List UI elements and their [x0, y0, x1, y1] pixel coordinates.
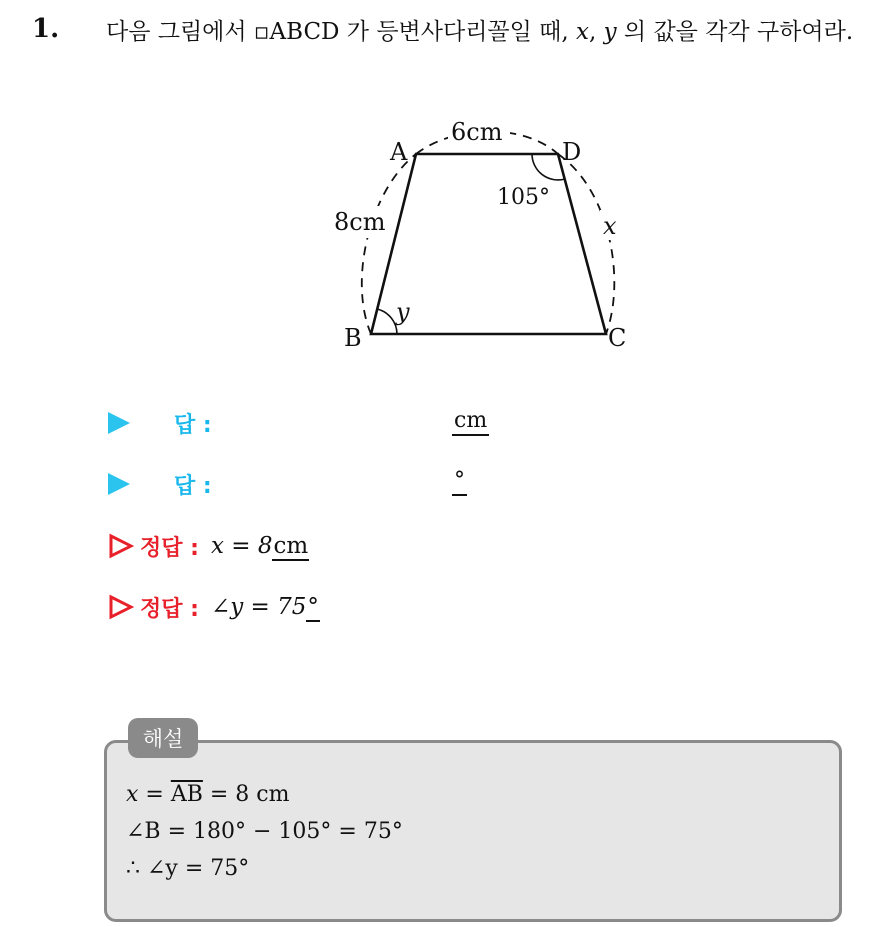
- solution-line-1-pre: x =: [126, 782, 171, 807]
- right-x-label: x: [603, 212, 617, 240]
- correct-unit: cm: [273, 533, 309, 559]
- trapezoid-figure: [0, 0, 884, 400]
- answer-label: 답 :: [174, 474, 212, 499]
- top-length-label: 6cm: [451, 118, 503, 146]
- answer-label: 답 :: [174, 413, 212, 438]
- vertex-d-label: D: [562, 138, 582, 166]
- angle-b-arc: [377, 309, 397, 334]
- vertex-a-label: A: [390, 138, 408, 166]
- question-text-before: 다음 그림에서 ▫ABCD 가 등변사다리꼴일 때,: [106, 19, 577, 45]
- solution-line-2: ∠B = 180° − 105° = 75°: [126, 819, 403, 844]
- answer-blank-1[interactable]: cm: [452, 408, 489, 436]
- answer-blank-2[interactable]: °: [452, 468, 467, 496]
- solution-tab: 해설: [128, 718, 198, 758]
- question-number: 1.: [32, 14, 60, 44]
- question-text-after: 의 값을 각각 구하여라.: [616, 19, 854, 45]
- left-length-label: 8cm: [334, 208, 386, 236]
- correct-unit: °: [307, 594, 319, 620]
- correct-value: [211, 594, 320, 620]
- question-comma: ,: [589, 19, 604, 45]
- vertex-c-label: C: [608, 324, 627, 352]
- angle-b-label: y: [396, 298, 410, 326]
- correct-expr: x = 8: [210, 533, 273, 559]
- correct-label: 정답 :: [140, 535, 199, 561]
- correct-value: [211, 533, 309, 559]
- solution-lines: [126, 776, 403, 887]
- vertex-b-label: B: [344, 324, 362, 352]
- solution-line-1-post: = 8 cm: [202, 782, 290, 807]
- play-icon: [108, 412, 130, 434]
- solution-line-3: ∴ ∠y = 75°: [126, 856, 250, 881]
- variable-y: y: [603, 19, 617, 45]
- correct-label: 정답 :: [140, 596, 199, 622]
- correct-answer-row-2: [108, 590, 320, 624]
- correct-answer-row-1: [108, 529, 309, 563]
- solution-line-1: [126, 776, 403, 813]
- variable-x: x: [576, 19, 589, 45]
- play-outline-icon: [108, 594, 134, 620]
- segment-ab: $\overline{AB}$: [170, 782, 203, 807]
- play-icon: [108, 473, 130, 495]
- correct-expr: ∠y = 75: [210, 594, 307, 620]
- angle-d-label: 105°: [497, 185, 550, 210]
- play-outline-icon: [108, 533, 134, 559]
